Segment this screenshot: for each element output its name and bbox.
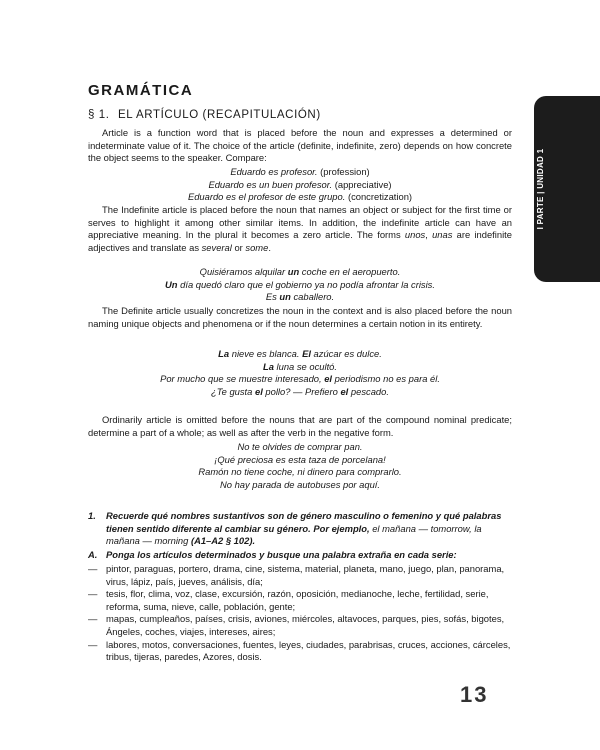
example-line: No te olvides de comprar pan. [237, 441, 363, 452]
series-item: — tesis, flor, clima, voz, clase, excursión, razón, oposición, medianoche, leche, fertilidad, serie, reforma, suma, nieve, calle, población, gente; [88, 588, 489, 612]
example-line: Un día quedó claro que el gobierno ya no podía afrontar la crisis. [165, 278, 435, 290]
exercise-a: A. Ponga los artículos determinados y busque una palabra extraña en cada serie: [88, 549, 457, 560]
chapter-side-label: I PARTE | UNIDAD 1 [536, 148, 545, 230]
example-line: Eduardo es un buen profesor. (appreciative) [208, 178, 392, 190]
example-line: ¡Qué preciosa es esta taza de porcelana! [214, 453, 386, 465]
series-item: — pintor, paraguas, portero, drama, cine, sistema, material, planeta, mano, juego, plan, panorama, virus, lápiz, país, jueves, análisis, día; [88, 563, 505, 587]
example-line: No hay parada de autobuses por aquí. [219, 478, 380, 490]
paragraph-omission: Ordinarily article is omitted before the nouns that are part of the compound nominal predicate; determine a part of a whole; as well as after the verb in the negative form. [88, 414, 512, 438]
examples-article-comparison [88, 166, 512, 204]
examples-omission [88, 441, 512, 491]
section-number: § 1. [88, 109, 110, 121]
paragraph-indefinite: The Indefinite article is placed before the noun that names an object or subject for the first time or serves to highlight it among other similar items. In addition, the indefinite article can have an appreciative meaning. In the plural it becomes a zero article. The forms unos, unas are indefinite adjectives and translate as several or some. [88, 204, 512, 253]
section-heading [88, 109, 321, 121]
example-line: La luna se ocultó. [262, 360, 337, 372]
example-line: Eduardo es profesor. (profession) [230, 166, 370, 177]
exercise-number: 1. [88, 510, 96, 521]
exercise-1: 1. Recuerde qué nombres sustantivos son de género masculino o femenino y qué palabras tienen sentido diferente al cambiar su género. Por ejemplo, el mañana — tomorrow, la mañana — morning (A1–A2 § 102). [88, 510, 502, 547]
example-line: Ramón no tiene coche, ni dinero para comprarlo. [198, 466, 402, 478]
example-line: ¿Te gusta el pollo? — Prefiero el pescado. [211, 385, 389, 397]
examples-indefinite [88, 266, 512, 304]
word-series [88, 563, 512, 664]
paragraph-intro: Article is a function word that is placed before the noun and expresses a determined or indeterminate value of it. The choice of the article (definite, indefinite, zero) depends on how concrete the object seems to the speaker. Compare: [88, 127, 512, 164]
example-line: Eduardo es el profesor de este grupo. (concretization) [187, 191, 413, 203]
example-line: La nieve es blanca. El azúcar es dulce. [218, 348, 382, 359]
exercise-letter: A. [88, 549, 98, 560]
series-item: — mapas, cumpleaños, países, crisis, aviones, miércoles, altavoces, parques, pies, sofás, bigotes, Ángeles, coches, viajes, intereses, aires; [88, 613, 505, 637]
page-number: 13 [460, 682, 489, 707]
page-heading: GRAMÁTICA [88, 82, 194, 99]
example-line: Quisiéramos alquilar un coche en el aeropuerto. [199, 266, 401, 277]
paragraph-definite: The Definite article usually concretizes the noun in the context and is also placed before the noun naming unique objects and phenomena or if the noun determines a certain notion in its entirety. [88, 305, 512, 329]
section-title: EL ARTÍCULO (RECAPITULACIÓN) [118, 109, 321, 121]
example-line: Por mucho que se muestre interesado, el periodismo no es para él. [160, 373, 440, 385]
examples-definite [88, 348, 512, 398]
series-item: — labores, motos, conversaciones, fuentes, leyes, ciudades, parabrisas, cruces, acciones, cárceles, tribus, tijeras, paredes, Azores, dosis. [88, 638, 511, 663]
example-line: Es un caballero. [265, 291, 335, 303]
